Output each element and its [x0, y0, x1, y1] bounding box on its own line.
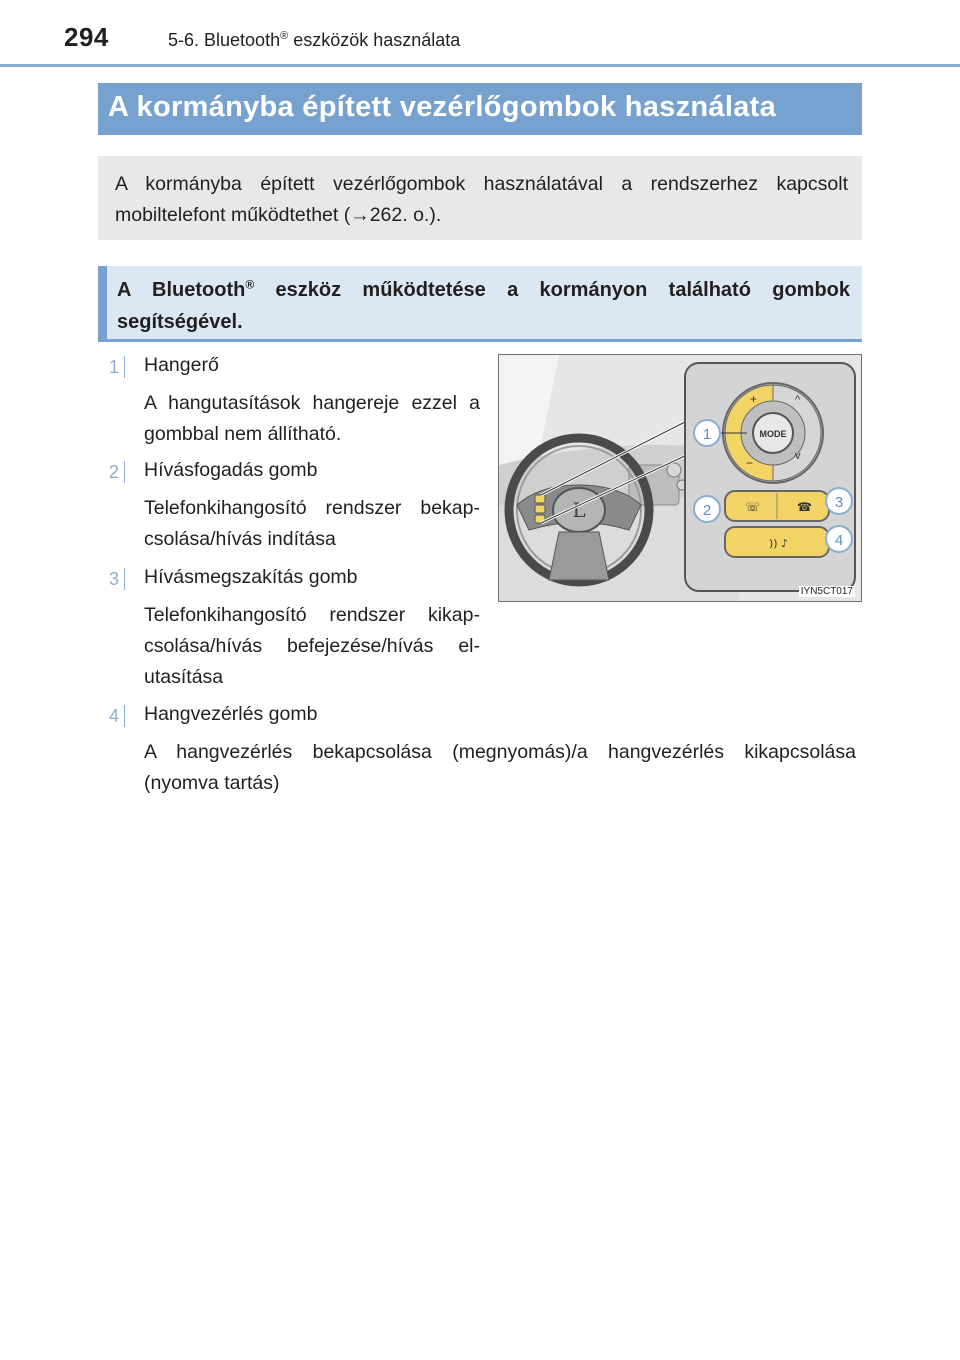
intro-box: A kormányba épített vezérlőgombok használatával a rendszerhez kapcsolt mobiltelefont működtethet (→262. o.).: [98, 156, 862, 240]
svg-text:+: +: [750, 392, 758, 406]
svg-text:v: v: [795, 450, 801, 462]
registered-mark: ®: [245, 277, 255, 292]
item-number-4: 4: [104, 705, 125, 727]
section-heading: [168, 30, 460, 51]
subheading-prefix: A Bluetooth: [117, 279, 246, 301]
figure-code: IYN5CT017: [800, 586, 853, 597]
svg-text:−: −: [746, 456, 754, 470]
svg-text:L: L: [572, 498, 586, 522]
mode-label: MODE: [759, 429, 787, 439]
callout-1: 1: [702, 426, 712, 443]
header-rule: [0, 64, 960, 67]
item-desc-4: A hangvezérlés bekapcsolása (megnyomás)/a hangvezérlés kikapcsolása (nyomva tartás): [144, 741, 856, 794]
item-number-1: 1: [104, 356, 125, 378]
callout-4: 4: [834, 532, 844, 549]
section-suffix: eszközök használata: [288, 30, 461, 50]
item-title-4: Hangvezérlés gomb: [144, 703, 318, 725]
callout-3: 3: [834, 494, 844, 511]
page-title: A kormányba épített vezérlőgombok használata: [98, 83, 862, 135]
svg-text:)) ♪: )) ♪: [769, 537, 789, 550]
subheading-box: [98, 266, 862, 342]
item-title-3: Hívásmegszakítás gomb: [144, 566, 358, 588]
svg-text:☏: ☏: [745, 500, 761, 514]
page-number: 294: [64, 22, 109, 52]
section-prefix: 5-6. Bluetooth: [168, 30, 281, 50]
steering-wheel-figure: [498, 354, 862, 602]
item-desc-3: Telefonkihangosító rendszer kikap-csolása/hívás befejezése/hívás el-utasítása: [144, 604, 480, 688]
svg-text:☎: ☎: [797, 500, 812, 514]
callout-2: 2: [702, 502, 712, 519]
subheading-suffix: eszköz működtetése a kormányon található gombok segítségével.: [117, 279, 850, 333]
item-number-2: 2: [104, 461, 125, 483]
steering-wheel-illustration: [499, 355, 861, 601]
svg-text:^: ^: [795, 394, 801, 406]
item-number-3: 3: [104, 568, 125, 590]
item-desc-2: Telefonkihangosító rendszer bekap-csolása/hívás indítása: [144, 497, 480, 550]
registered-mark: ®: [280, 30, 289, 42]
item-title-1: Hangerő: [144, 354, 219, 376]
item-desc-1: A hangutasítások hangereje ezzel a gombbal nem állítható.: [144, 392, 480, 445]
item-title-2: Hívásfogadás gomb: [144, 459, 318, 481]
